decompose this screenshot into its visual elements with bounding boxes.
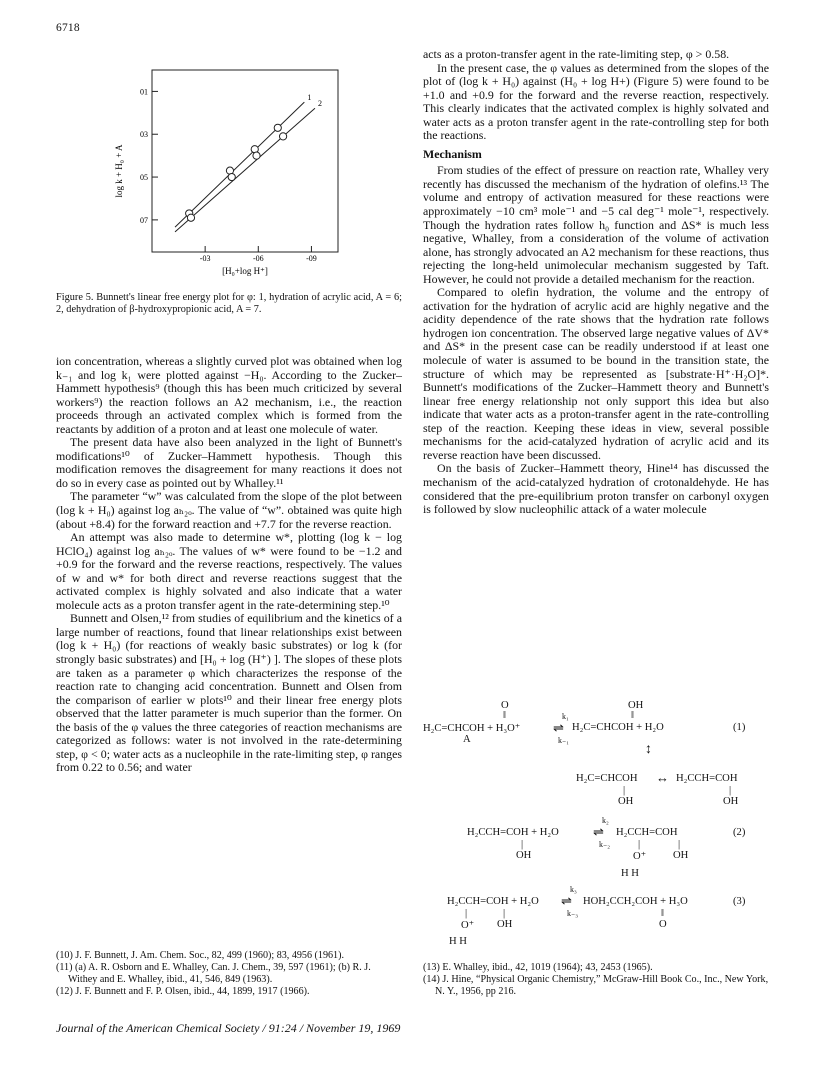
equilibrium-arrow: ⇌ <box>593 824 604 839</box>
eq3-product-o: O <box>659 919 667 930</box>
paragraph: ion concentration, whereas a slightly curved plot was obtained when log k₋₁ and log k₁ were plotted against −H₀. According to the Zucker–Hammett hypothesis⁹ (though this has been much criticized by several workers⁹) the reaction follows an A2 mechanism, i.e., the reaction proceeds through an activated complex which is formed from the reactants by addition of a proton and at least one molecule of water. <box>56 354 402 436</box>
eq1-k-reverse: k₋₁ <box>558 736 570 745</box>
paragraph: The present data have also been analyzed in the light of Bunnett's modifications¹⁰ of Zucker–Hammett hypothesis. Though this modification removes the disagreement for many reactions it does not do so in every case as pointed out by Whalley.¹¹ <box>56 435 402 490</box>
series-1-line <box>175 102 304 227</box>
resonance-form-1: H₂C=CHCOH <box>576 773 638 784</box>
series-2-point <box>187 214 194 221</box>
eq2-product-hydrogens: H H <box>621 868 639 879</box>
paragraph: Compared to olefin hydration, the volume and the entropy of activation for the hydration of acrylic acid are highly negative and the acidity dependence of the rate shows that the hydration rate follows hydrogen ion concentration. The observed large negative values of ΔV* and ΔS* in the present case can be readily understood if at least one molecule of water is assumed to be bound in the transition state, the structure of which may be represented as [substrate·H⁺·H₂O]*. Bunnett's modifications of the Zucker–Hammett theory and Bunnett's linear free energy relationship not only support this idea but also indicate that water acts as a proton-transfer agent in the rate-controlling step of the reaction. Keeping these ideas in view, several possible mechanisms for the acid-catalyzed hydration of acrylic acid and its reverse reaction have been discussed. <box>423 285 769 462</box>
eq3-number: (3) <box>733 896 746 907</box>
eq1-reactants: H₂C=CHCOH + H₃O⁺ <box>423 723 521 734</box>
single-bond-mark: | <box>503 908 506 919</box>
footnote: (14) J. Hine, “Physical Organic Chemistry,” McGraw-Hill Book Co., Inc., New York, N. Y., 1956, pp 216. <box>423 974 769 997</box>
eq2-number: (2) <box>733 827 746 838</box>
protonated-oh: OH <box>628 700 644 711</box>
resonance-form-2-oh: OH <box>723 796 739 807</box>
reaction-scheme <box>423 700 769 950</box>
footnote: (11) (a) A. R. Osborn and E. Whalley, Can. J. Chem., 39, 597 (1961); (b) R. J. Withey and E. Whalley, ibid., 41, 546, 849 (1963). <box>56 962 371 985</box>
eq1-k-forward: k₁ <box>562 712 569 721</box>
single-bond-mark: | <box>465 908 468 919</box>
paragraph: On the basis of Zucker–Hammett theory, Hine¹⁴ has discussed the mechanism of the acid-catalyzed hydration of crotonaldehyde. He has considered that the pre-equilibrium proton transfer on carbonyl oxygen is followed by slow nucleophilic attack of a water molecule <box>423 461 769 517</box>
y-tick-label: 03 <box>140 130 148 140</box>
eq2-reactants: H₂CCH=COH + H₂O <box>467 827 559 838</box>
eq3-reactant-oh: OH <box>497 919 513 930</box>
eq2-product: H₂CCH=COH <box>616 827 678 838</box>
footnotes-right <box>423 962 769 998</box>
y-tick-label: 07 <box>140 215 148 225</box>
series-2-line <box>175 108 315 232</box>
footnote: (13) E. Whalley, ibid., 42, 1019 (1964); 43, 2453 (1965). <box>423 962 653 973</box>
single-bond-mark: | <box>521 839 524 850</box>
eq3-products: HOH₂CCH₂COH + H₃O <box>583 896 688 907</box>
journal-footer: Journal of the American Chemical Society / 91:24 / November 19, 1969 <box>56 1021 401 1035</box>
carbonyl-o: O <box>501 700 509 711</box>
double-bond-mark: ‖ <box>503 710 506 721</box>
resonance-form-2: H₂CCH=COH <box>676 773 738 784</box>
paragraph: From studies of the effect of pressure on reaction rate, Whalley very recently has discussed the mechanism of the hydration of olefins.¹³ The volume and entropy of activation measured for these reactions were approximately −10 cm³ mole⁻¹ and −5 cal deg⁻¹ mole⁻¹, respectively. Though the hydration rates follow h₀ function and ΔS* is much less negative, Whalley, from a consideration of the volume of activation alone, has strongly advocated an A2 mechanism for these reactions, thus rejecting the long-held unimolecular mechanism suggested by Taft. However, he could not provide a detailed mechanism for the reaction. <box>423 163 769 286</box>
equilibrium-arrow: ⇌ <box>561 893 572 908</box>
eq2-product-oh: OH <box>673 850 689 861</box>
eq1-label-a: A <box>463 734 471 745</box>
eq2-k-reverse: k₋₂ <box>599 840 611 849</box>
figure-5-plot <box>100 48 400 288</box>
y-tick-label: 01 <box>140 87 148 97</box>
series-2-point <box>279 133 286 140</box>
single-bond-mark: | <box>638 839 641 850</box>
eq3-reactant-hydrogens: H H <box>449 936 467 947</box>
equilibrium-arrow: ⇌ <box>553 720 564 735</box>
eq2-product-oxonium: O⁺ <box>633 851 647 862</box>
series-1-label: 1 <box>307 93 312 103</box>
footnote: (12) J. F. Bunnett and F. P. Olsen, ibid., 44, 1899, 1917 (1966). <box>56 986 310 997</box>
eq1-number: (1) <box>733 722 746 733</box>
x-axis-label: [H₀+log H⁺] <box>222 266 268 276</box>
double-bond-mark: ‖ <box>661 908 664 919</box>
y-tick-label: 05 <box>140 173 148 183</box>
x-tick-label: -06 <box>252 254 264 263</box>
eq2-k-forward: k₂ <box>602 816 609 825</box>
paragraph: The parameter “w” was calculated from the slope of the plot between (log k + H₀) against log aₕ₂ₒ. The value of “w”. obtained was quite high (about +8.4) for the forward reaction and +7.7 for the reverse reaction. <box>56 489 402 531</box>
resonance-arrow: ↔ <box>656 770 669 785</box>
eq2-reactant-oh: OH <box>516 850 532 861</box>
paragraph: An attempt was also made to determine w*, plotting (log k − log HClO₄) against log aₕ₂ₒ. The values of w* were found to be −1.2 and +0.9 for the forward and the reverse reactions, respectively. The values of w and w* for both direct and reverse reactions suggest that the activated complex is highly solvated and also indicate that a water molecule acts as a proton transfer agent in the rate-determining step.¹⁰ <box>56 530 402 612</box>
eq1-products: H₂C=CHCOH + H₂O <box>572 722 664 733</box>
series-1-point <box>274 124 281 131</box>
paragraph: acts as a proton-transfer agent in the rate-limiting step, φ > 0.58. <box>423 47 730 61</box>
eq3-k-reverse: k₋₃ <box>567 909 579 918</box>
section-heading: Mechanism <box>423 146 482 161</box>
x-tick-label: -03 <box>199 254 211 263</box>
single-bond-mark: | <box>678 839 681 850</box>
left-column <box>56 355 402 775</box>
paragraph: Bunnett and Olsen,¹² from studies of equilibrium and the kinetics of a large number of reactions, found that linear relationships exist between (log k + H₀) (for reactions of weakly basic substrates) or log k (for strongly basic substrates) and [H₀ + log (H⁺) ]. The slopes of these plots are taken as a parameter φ which characterizes the response of the reaction rate to changing acid concentration. Bunnett and Olsen from the comparison of earlier w plots¹⁰ and their linear free energy plots observed that the latter parameter is much superior than the former. On the basis of the φ values the three categories of reaction mechanisms are categorized as follows: water is not involved in the rate-determining step, φ < 0; water acts as a nucleophile in the rate-limiting step, φ ranges from 0.22 to 0.56; and water <box>56 611 402 775</box>
y-axis-label: log k + H₀ + A <box>114 144 124 198</box>
page-number: 6718 <box>56 22 80 34</box>
double-bond-mark: ‖ <box>631 710 634 721</box>
series-2-point <box>253 152 260 159</box>
series-2-point <box>228 173 235 180</box>
paragraph: In the present case, the φ values as determined from the slopes of the plot of (log k + H₀) against (H₀ + log H+) (Figure 5) were found to be +1.0 and +0.9 for the forward and the reverse reaction, respectively. This clearly indicates that the activated complex is highly solvated and water acts as a proton transfer agent in the rate-controlling step for both the reactions. <box>423 60 769 143</box>
series-2-label: 2 <box>317 99 322 109</box>
single-bond-mark: | <box>729 785 732 796</box>
eq3-k-forward: k₃ <box>570 885 577 894</box>
right-column <box>423 48 769 517</box>
footnote: (10) J. F. Bunnett, J. Am. Chem. Soc., 82, 499 (1960); 83, 4956 (1961). <box>56 950 344 961</box>
resonance-arrow-vertical: ↕ <box>645 742 652 757</box>
resonance-form-1-oh: OH <box>618 796 634 807</box>
eq3-reactant-oxonium: O⁺ <box>461 920 475 931</box>
figure-caption: Figure 5. Bunnett's linear free energy plot for φ: 1, hydration of acrylic acid, A = 6; 2, dehydration of β-hydroxypropionic acid, A = 7. <box>56 292 402 316</box>
figure-5 <box>100 48 400 288</box>
x-tick-label: -09 <box>306 254 317 263</box>
eq3-reactants: H₂CCH=COH + H₂O <box>447 896 539 907</box>
single-bond-mark: | <box>623 785 626 796</box>
footnotes-left <box>56 950 402 998</box>
